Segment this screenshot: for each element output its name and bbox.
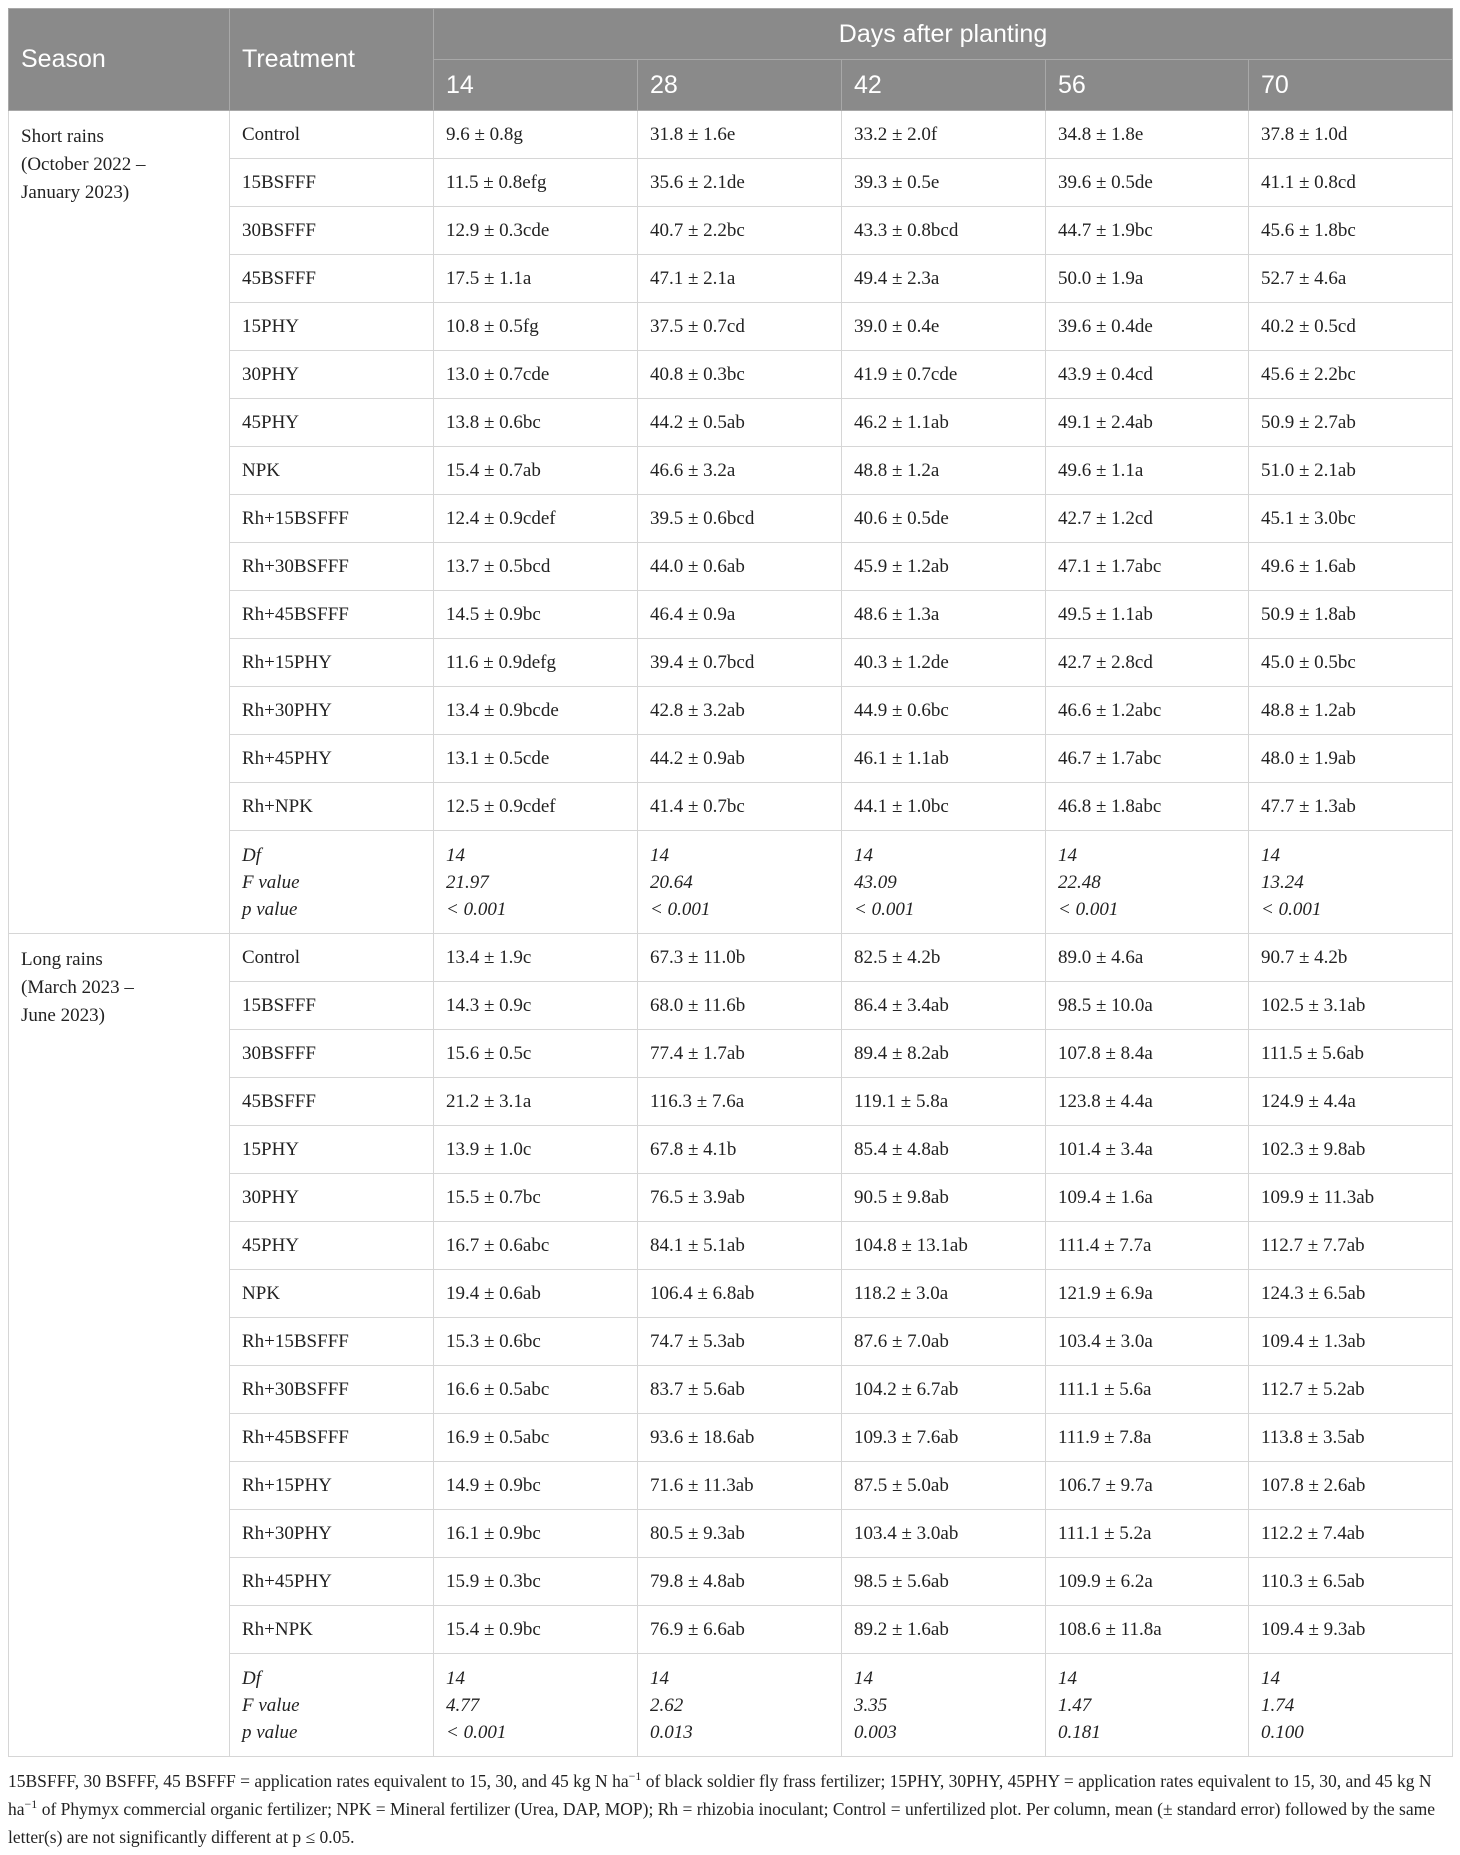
footnote-superscript: −1	[24, 1797, 38, 1812]
season-name-line: (March 2023 –	[21, 977, 134, 998]
stats-label: Df	[242, 1667, 261, 1689]
season-name-line: Long rains	[21, 949, 103, 970]
value-cell: 111.1 ± 5.6a	[1046, 1366, 1249, 1414]
treatment-cell: 45PHY	[230, 399, 434, 447]
stats-value: 14	[650, 1667, 669, 1689]
value-cell: 47.1 ± 1.7abc	[1046, 543, 1249, 591]
value-cell: 71.6 ± 11.3ab	[638, 1462, 842, 1510]
value-cell: 39.5 ± 0.6bcd	[638, 495, 842, 543]
stats-value: 2.62	[650, 1694, 684, 1716]
value-cell: 83.7 ± 5.6ab	[638, 1366, 842, 1414]
value-cell: 49.5 ± 1.1ab	[1046, 591, 1249, 639]
value-cell: 80.5 ± 9.3ab	[638, 1510, 842, 1558]
stats-value: 3.35	[854, 1694, 888, 1716]
value-cell: 90.7 ± 4.2b	[1249, 934, 1453, 982]
value-cell: 76.9 ± 6.6ab	[638, 1606, 842, 1654]
value-cell: 14.9 ± 0.9bc	[434, 1462, 638, 1510]
stats-value-cell	[638, 1654, 842, 1757]
header-treatment: Treatment	[230, 9, 434, 111]
value-cell: 11.5 ± 0.8efg	[434, 159, 638, 207]
value-cell: 84.1 ± 5.1ab	[638, 1222, 842, 1270]
value-cell: 98.5 ± 5.6ab	[842, 1558, 1046, 1606]
stats-value-cell	[434, 831, 638, 934]
value-cell: 109.3 ± 7.6ab	[842, 1414, 1046, 1462]
value-cell: 74.7 ± 5.3ab	[638, 1318, 842, 1366]
value-cell: 118.2 ± 3.0a	[842, 1270, 1046, 1318]
value-cell: 19.4 ± 0.6ab	[434, 1270, 638, 1318]
value-cell: 12.5 ± 0.9cdef	[434, 783, 638, 831]
stats-value: 4.77	[446, 1694, 480, 1716]
value-cell: 48.6 ± 1.3a	[842, 591, 1046, 639]
header-days-after-planting: Days after planting	[434, 9, 1453, 60]
treatment-cell: 15PHY	[230, 1126, 434, 1174]
value-cell: 41.9 ± 0.7cde	[842, 351, 1046, 399]
value-cell: 106.7 ± 9.7a	[1046, 1462, 1249, 1510]
value-cell: 87.6 ± 7.0ab	[842, 1318, 1046, 1366]
value-cell: 16.7 ± 0.6abc	[434, 1222, 638, 1270]
value-cell: 104.2 ± 6.7ab	[842, 1366, 1046, 1414]
stats-value: 14	[1058, 844, 1077, 866]
header-day: 14	[434, 60, 638, 111]
value-cell: 77.4 ± 1.7ab	[638, 1030, 842, 1078]
value-cell: 44.2 ± 0.9ab	[638, 735, 842, 783]
value-cell: 15.6 ± 0.5c	[434, 1030, 638, 1078]
stats-value: 43.09	[854, 871, 897, 893]
treatment-cell: Rh+15BSFFF	[230, 1318, 434, 1366]
value-cell: 49.4 ± 2.3a	[842, 255, 1046, 303]
value-cell: 13.4 ± 1.9c	[434, 934, 638, 982]
value-cell: 44.7 ± 1.9bc	[1046, 207, 1249, 255]
value-cell: 93.6 ± 18.6ab	[638, 1414, 842, 1462]
value-cell: 13.9 ± 1.0c	[434, 1126, 638, 1174]
treatment-cell: NPK	[230, 1270, 434, 1318]
treatment-cell: Rh+15PHY	[230, 1462, 434, 1510]
stats-label: Df	[242, 844, 261, 866]
value-cell: 13.4 ± 0.9bcde	[434, 687, 638, 735]
stats-value-cell	[1249, 1654, 1453, 1757]
value-cell: 89.2 ± 1.6ab	[842, 1606, 1046, 1654]
footnote-text: 15BSFFF, 30 BSFFF, 45 BSFFF = application rates equivalent to 15, 30, and 45 kg N ha	[8, 1771, 629, 1791]
header-day: 56	[1046, 60, 1249, 111]
value-cell: 44.2 ± 0.5ab	[638, 399, 842, 447]
treatment-cell: Rh+15BSFFF	[230, 495, 434, 543]
stats-value: 0.013	[650, 1721, 693, 1743]
value-cell: 44.1 ± 1.0bc	[842, 783, 1046, 831]
value-cell: 15.4 ± 0.9bc	[434, 1606, 638, 1654]
value-cell: 102.3 ± 9.8ab	[1249, 1126, 1453, 1174]
value-cell: 51.0 ± 2.1ab	[1249, 447, 1453, 495]
table-row	[9, 111, 1453, 159]
treatment-cell: Rh+NPK	[230, 783, 434, 831]
value-cell: 35.6 ± 2.1de	[638, 159, 842, 207]
value-cell: 76.5 ± 3.9ab	[638, 1174, 842, 1222]
value-cell: 103.4 ± 3.0a	[1046, 1318, 1249, 1366]
value-cell: 21.2 ± 3.1a	[434, 1078, 638, 1126]
value-cell: 102.5 ± 3.1ab	[1249, 982, 1453, 1030]
stats-value: < 0.001	[1261, 898, 1322, 920]
value-cell: 12.9 ± 0.3cde	[434, 207, 638, 255]
value-cell: 49.1 ± 2.4ab	[1046, 399, 1249, 447]
value-cell: 39.4 ± 0.7bcd	[638, 639, 842, 687]
value-cell: 109.9 ± 6.2a	[1046, 1558, 1249, 1606]
value-cell: 15.5 ± 0.7bc	[434, 1174, 638, 1222]
stats-value: 1.47	[1058, 1694, 1092, 1716]
footnote-superscript: −1	[628, 1769, 642, 1784]
treatment-cell: Rh+45PHY	[230, 735, 434, 783]
value-cell: 111.4 ± 7.7a	[1046, 1222, 1249, 1270]
value-cell: 103.4 ± 3.0ab	[842, 1510, 1046, 1558]
value-cell: 46.4 ± 0.9a	[638, 591, 842, 639]
value-cell: 46.7 ± 1.7abc	[1046, 735, 1249, 783]
value-cell: 124.9 ± 4.4a	[1249, 1078, 1453, 1126]
table-row	[9, 934, 1453, 982]
stats-label: p value	[242, 898, 298, 920]
value-cell: 98.5 ± 10.0a	[1046, 982, 1249, 1030]
stats-labels-cell	[230, 831, 434, 934]
value-cell: 89.0 ± 4.6a	[1046, 934, 1249, 982]
treatment-cell: 45BSFFF	[230, 1078, 434, 1126]
stats-value-cell	[1249, 831, 1453, 934]
value-cell: 46.6 ± 3.2a	[638, 447, 842, 495]
header-day: 42	[842, 60, 1046, 111]
stats-value: 13.24	[1261, 871, 1304, 893]
value-cell: 67.3 ± 11.0b	[638, 934, 842, 982]
value-cell: 121.9 ± 6.9a	[1046, 1270, 1249, 1318]
table-footnote	[8, 1767, 1452, 1851]
value-cell: 39.6 ± 0.4de	[1046, 303, 1249, 351]
value-cell: 90.5 ± 9.8ab	[842, 1174, 1046, 1222]
table-container	[8, 8, 1452, 1851]
value-cell: 42.8 ± 3.2ab	[638, 687, 842, 735]
season-name-line: January 2023)	[21, 182, 130, 203]
treatment-cell: Rh+30BSFFF	[230, 1366, 434, 1414]
value-cell: 13.1 ± 0.5cde	[434, 735, 638, 783]
treatment-cell: Rh+30BSFFF	[230, 543, 434, 591]
value-cell: 46.6 ± 1.2abc	[1046, 687, 1249, 735]
treatment-cell: 30PHY	[230, 351, 434, 399]
stats-value: < 0.001	[854, 898, 915, 920]
value-cell: 44.0 ± 0.6ab	[638, 543, 842, 591]
value-cell: 37.8 ± 1.0d	[1249, 111, 1453, 159]
treatment-cell: 30BSFFF	[230, 1030, 434, 1078]
stats-label: p value	[242, 1721, 298, 1743]
value-cell: 113.8 ± 3.5ab	[1249, 1414, 1453, 1462]
value-cell: 87.5 ± 5.0ab	[842, 1462, 1046, 1510]
value-cell: 111.5 ± 5.6ab	[1249, 1030, 1453, 1078]
stats-value: < 0.001	[446, 1721, 507, 1743]
stats-value: 20.64	[650, 871, 693, 893]
stats-value: < 0.001	[650, 898, 711, 920]
value-cell: 52.7 ± 4.6a	[1249, 255, 1453, 303]
value-cell: 41.1 ± 0.8cd	[1249, 159, 1453, 207]
value-cell: 39.0 ± 0.4e	[842, 303, 1046, 351]
header-day: 28	[638, 60, 842, 111]
value-cell: 15.9 ± 0.3bc	[434, 1558, 638, 1606]
season-name-line: June 2023)	[21, 1005, 105, 1026]
value-cell: 43.3 ± 0.8bcd	[842, 207, 1046, 255]
stats-value-cell	[638, 831, 842, 934]
value-cell: 107.8 ± 8.4a	[1046, 1030, 1249, 1078]
value-cell: 124.3 ± 6.5ab	[1249, 1270, 1453, 1318]
value-cell: 48.8 ± 1.2ab	[1249, 687, 1453, 735]
value-cell: 112.7 ± 5.2ab	[1249, 1366, 1453, 1414]
stats-value: 14	[1058, 1667, 1077, 1689]
value-cell: 49.6 ± 1.1a	[1046, 447, 1249, 495]
value-cell: 111.1 ± 5.2a	[1046, 1510, 1249, 1558]
value-cell: 44.9 ± 0.6bc	[842, 687, 1046, 735]
stats-value: 22.48	[1058, 871, 1101, 893]
value-cell: 49.6 ± 1.6ab	[1249, 543, 1453, 591]
value-cell: 16.6 ± 0.5abc	[434, 1366, 638, 1414]
treatment-cell: 15BSFFF	[230, 159, 434, 207]
stats-value: 0.181	[1058, 1721, 1101, 1743]
value-cell: 11.6 ± 0.9defg	[434, 639, 638, 687]
value-cell: 46.2 ± 1.1ab	[842, 399, 1046, 447]
stats-value: 14	[1261, 1667, 1280, 1689]
stats-value-cell	[1046, 1654, 1249, 1757]
stats-value: 14	[446, 844, 465, 866]
treatment-cell: 15BSFFF	[230, 982, 434, 1030]
value-cell: 37.5 ± 0.7cd	[638, 303, 842, 351]
value-cell: 16.9 ± 0.5abc	[434, 1414, 638, 1462]
value-cell: 109.9 ± 11.3ab	[1249, 1174, 1453, 1222]
header-season: Season	[9, 9, 230, 111]
stats-value-cell	[842, 831, 1046, 934]
treatment-cell: Rh+45BSFFF	[230, 591, 434, 639]
value-cell: 119.1 ± 5.8a	[842, 1078, 1046, 1126]
value-cell: 40.6 ± 0.5de	[842, 495, 1046, 543]
value-cell: 15.4 ± 0.7ab	[434, 447, 638, 495]
value-cell: 112.7 ± 7.7ab	[1249, 1222, 1453, 1270]
table-header	[9, 9, 1453, 111]
table-body	[9, 111, 1453, 1757]
value-cell: 101.4 ± 3.4a	[1046, 1126, 1249, 1174]
treatment-cell: 45PHY	[230, 1222, 434, 1270]
stats-value: 14	[854, 844, 873, 866]
stats-label: F value	[242, 871, 300, 893]
value-cell: 15.3 ± 0.6bc	[434, 1318, 638, 1366]
season-name-line: (October 2022 –	[21, 154, 146, 175]
value-cell: 107.8 ± 2.6ab	[1249, 1462, 1453, 1510]
stats-value-cell	[1046, 831, 1249, 934]
stats-value: 14	[446, 1667, 465, 1689]
treatment-cell: Rh+NPK	[230, 1606, 434, 1654]
value-cell: 85.4 ± 4.8ab	[842, 1126, 1046, 1174]
value-cell: 42.7 ± 1.2cd	[1046, 495, 1249, 543]
value-cell: 17.5 ± 1.1a	[434, 255, 638, 303]
value-cell: 89.4 ± 8.2ab	[842, 1030, 1046, 1078]
stats-value: 0.100	[1261, 1721, 1304, 1743]
value-cell: 40.7 ± 2.2bc	[638, 207, 842, 255]
stats-label: F value	[242, 1694, 300, 1716]
value-cell: 123.8 ± 4.4a	[1046, 1078, 1249, 1126]
value-cell: 46.1 ± 1.1ab	[842, 735, 1046, 783]
treatment-cell: Rh+30PHY	[230, 1510, 434, 1558]
stats-labels-cell	[230, 1654, 434, 1757]
value-cell: 45.6 ± 2.2bc	[1249, 351, 1453, 399]
stats-value: 0.003	[854, 1721, 897, 1743]
value-cell: 40.3 ± 1.2de	[842, 639, 1046, 687]
value-cell: 9.6 ± 0.8g	[434, 111, 638, 159]
value-cell: 50.9 ± 2.7ab	[1249, 399, 1453, 447]
value-cell: 42.7 ± 2.8cd	[1046, 639, 1249, 687]
value-cell: 43.9 ± 0.4cd	[1046, 351, 1249, 399]
value-cell: 50.9 ± 1.8ab	[1249, 591, 1453, 639]
value-cell: 47.1 ± 2.1a	[638, 255, 842, 303]
value-cell: 46.8 ± 1.8abc	[1046, 783, 1249, 831]
value-cell: 48.0 ± 1.9ab	[1249, 735, 1453, 783]
value-cell: 109.4 ± 9.3ab	[1249, 1606, 1453, 1654]
treatment-cell: 45BSFFF	[230, 255, 434, 303]
value-cell: 14.5 ± 0.9bc	[434, 591, 638, 639]
value-cell: 39.6 ± 0.5de	[1046, 159, 1249, 207]
value-cell: 40.2 ± 0.5cd	[1249, 303, 1453, 351]
value-cell: 47.7 ± 1.3ab	[1249, 783, 1453, 831]
treatment-cell: Control	[230, 934, 434, 982]
stats-value: 14	[854, 1667, 873, 1689]
treatment-cell: 15PHY	[230, 303, 434, 351]
stats-value: < 0.001	[1058, 898, 1119, 920]
treatment-cell: 30BSFFF	[230, 207, 434, 255]
value-cell: 110.3 ± 6.5ab	[1249, 1558, 1453, 1606]
treatment-cell: Rh+30PHY	[230, 687, 434, 735]
data-table	[8, 8, 1453, 1757]
value-cell: 13.8 ± 0.6bc	[434, 399, 638, 447]
footnote-text: of Phymyx commercial organic fertilizer; NPK = Mineral fertilizer (Urea, DAP, MOP); Rh = rhizobia inoculant; Control = unfertilized plot. Per column, mean (± standard error) followed by the same letter(s) are not significantly different at p ≤ 0.05.	[8, 1799, 1435, 1847]
treatment-cell: Rh+45PHY	[230, 1558, 434, 1606]
value-cell: 34.8 ± 1.8e	[1046, 111, 1249, 159]
value-cell: 14.3 ± 0.9c	[434, 982, 638, 1030]
value-cell: 68.0 ± 11.6b	[638, 982, 842, 1030]
value-cell: 39.3 ± 0.5e	[842, 159, 1046, 207]
stats-value: 14	[650, 844, 669, 866]
value-cell: 16.1 ± 0.9bc	[434, 1510, 638, 1558]
value-cell: 40.8 ± 0.3bc	[638, 351, 842, 399]
season-cell	[9, 934, 230, 1757]
treatment-cell: Rh+45BSFFF	[230, 1414, 434, 1462]
value-cell: 13.7 ± 0.5bcd	[434, 543, 638, 591]
value-cell: 31.8 ± 1.6e	[638, 111, 842, 159]
header-day: 70	[1249, 60, 1453, 111]
value-cell: 45.1 ± 3.0bc	[1249, 495, 1453, 543]
value-cell: 10.8 ± 0.5fg	[434, 303, 638, 351]
value-cell: 33.2 ± 2.0f	[842, 111, 1046, 159]
value-cell: 109.4 ± 1.6a	[1046, 1174, 1249, 1222]
treatment-cell: Rh+15PHY	[230, 639, 434, 687]
value-cell: 109.4 ± 1.3ab	[1249, 1318, 1453, 1366]
value-cell: 116.3 ± 7.6a	[638, 1078, 842, 1126]
value-cell: 108.6 ± 11.8a	[1046, 1606, 1249, 1654]
stats-value: 1.74	[1261, 1694, 1295, 1716]
treatment-cell: 30PHY	[230, 1174, 434, 1222]
value-cell: 45.6 ± 1.8bc	[1249, 207, 1453, 255]
footnote-text: of black soldier fly frass fertilizer; 15PHY, 30PHY, 45PHY = application rates equivalent to 15, 30, and 45 kg N ha	[8, 1771, 1432, 1819]
value-cell: 12.4 ± 0.9cdef	[434, 495, 638, 543]
value-cell: 45.0 ± 0.5bc	[1249, 639, 1453, 687]
value-cell: 41.4 ± 0.7bc	[638, 783, 842, 831]
stats-value-cell	[842, 1654, 1046, 1757]
value-cell: 48.8 ± 1.2a	[842, 447, 1046, 495]
value-cell: 86.4 ± 3.4ab	[842, 982, 1046, 1030]
treatment-cell: NPK	[230, 447, 434, 495]
season-name-line: Short rains	[21, 126, 104, 147]
value-cell: 13.0 ± 0.7cde	[434, 351, 638, 399]
value-cell: 104.8 ± 13.1ab	[842, 1222, 1046, 1270]
value-cell: 45.9 ± 1.2ab	[842, 543, 1046, 591]
value-cell: 111.9 ± 7.8a	[1046, 1414, 1249, 1462]
season-cell	[9, 111, 230, 934]
stats-value: 14	[1261, 844, 1280, 866]
treatment-cell: Control	[230, 111, 434, 159]
value-cell: 50.0 ± 1.9a	[1046, 255, 1249, 303]
stats-value: 21.97	[446, 871, 489, 893]
stats-value: < 0.001	[446, 898, 507, 920]
value-cell: 82.5 ± 4.2b	[842, 934, 1046, 982]
value-cell: 112.2 ± 7.4ab	[1249, 1510, 1453, 1558]
value-cell: 106.4 ± 6.8ab	[638, 1270, 842, 1318]
value-cell: 79.8 ± 4.8ab	[638, 1558, 842, 1606]
value-cell: 67.8 ± 4.1b	[638, 1126, 842, 1174]
stats-value-cell	[434, 1654, 638, 1757]
